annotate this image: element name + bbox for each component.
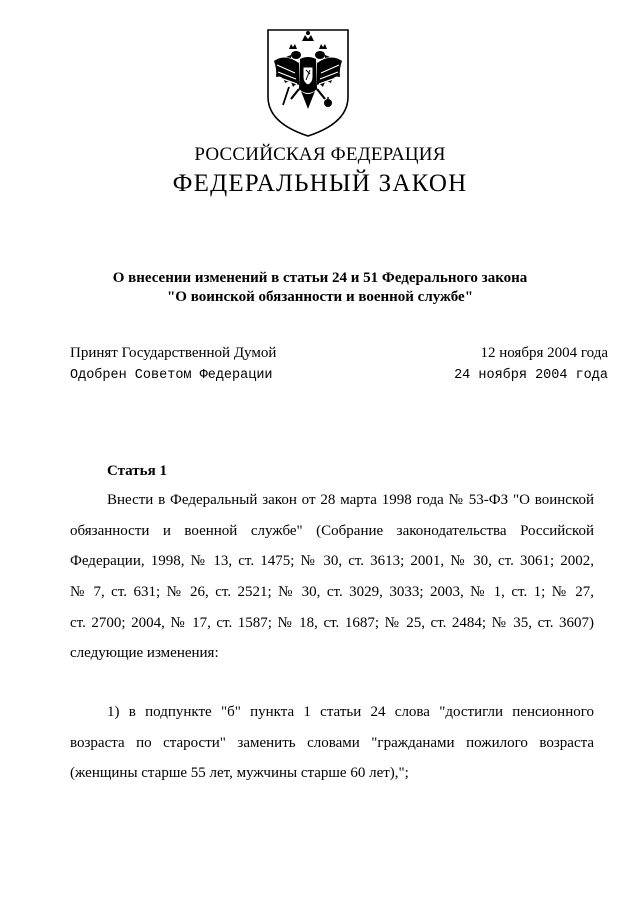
law-type-heading: ФЕДЕРАЛЬНЫЙ ЗАКОН xyxy=(172,170,468,197)
paragraph-line: Федерации, 1998, № 13, ст. 1475; № 30, ст. 3613; 2001, № 30, ст. 3061; 2002, xyxy=(70,553,594,570)
adoption-label: Принят Государственной Думой xyxy=(70,345,277,361)
paragraph-line: 1) в подпункте "б" пункта 1 статьи 24 слова "достигли пенсионного xyxy=(107,704,594,720)
law-title-line: О внесении изменений в статьи 24 и 51 Федерального закона xyxy=(112,270,528,286)
adoption-date: 12 ноября 2004 года xyxy=(480,345,608,361)
article-paragraph xyxy=(70,485,594,669)
paragraph-line: ст. 2700; 2004, № 17, ст. 1587; № 18, ст. 1687; № 25, ст. 2484; № 35, ст. 3607) xyxy=(70,614,594,631)
paragraph-line: Внести в Федеральный закон от 28 марта 1998 года № 53-ФЗ "О воинской xyxy=(107,492,594,508)
coat-of-arms-emblem xyxy=(265,27,351,139)
law-title-line: "О воинской обязанности и военной службе" xyxy=(166,289,474,305)
law-title xyxy=(60,269,580,307)
paragraph-line: возраста по старости" заменить словами "гражданами пожилого возраста xyxy=(70,734,594,751)
paragraph-line: следующие изменения: xyxy=(70,645,219,662)
approval-date: 24 ноября 2004 года xyxy=(454,368,608,383)
article-heading: Статья 1 xyxy=(107,463,167,479)
paragraph-line: (женщины старше 55 лет, мужчины старше 60 лет),"; xyxy=(70,765,409,782)
article-paragraph xyxy=(70,697,594,789)
paragraph-line: обязанности и военной службе" (Собрание законодательства Российской xyxy=(70,522,594,539)
approval-label: Одобрен Советом Федерации xyxy=(70,368,273,383)
country-name: РОССИЙСКАЯ ФЕДЕРАЦИЯ xyxy=(194,144,446,165)
paragraph-line: № 7, ст. 631; № 26, ст. 2521; № 30, ст. 3029, 3033; 2003, № 1, ст. 1; № 27, xyxy=(70,584,594,601)
